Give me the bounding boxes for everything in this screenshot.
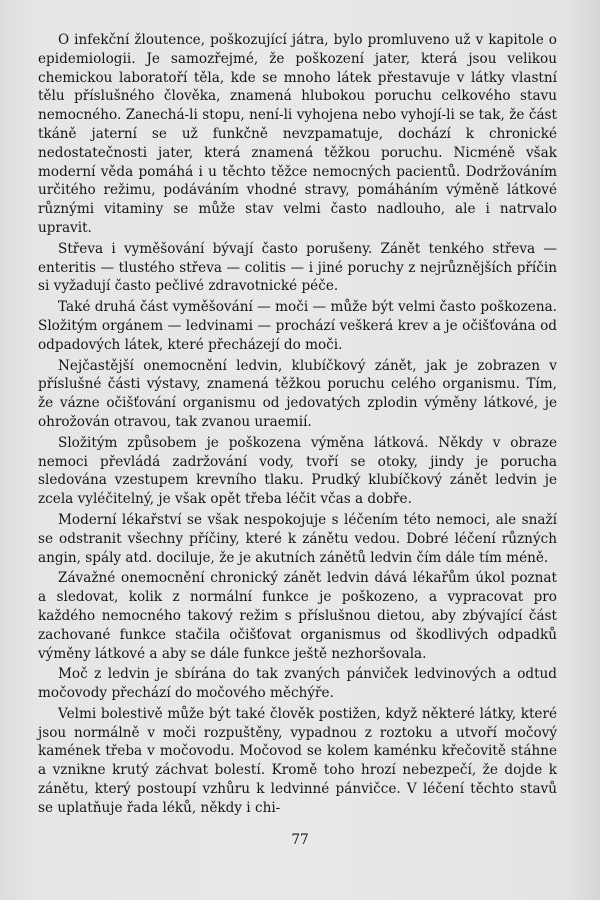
paragraph: Složitým způsobem je poškozena výměna látková. Někdy v obraze nemoci převládá zadržování vody, tvoří se otoky, jindy je porucha sledována vzestupem krevního tlaku. Prudký klubíčkový zánět ledvin je zcela vyléčitelný, je však opět třeba léčit včas a dobře. bbox=[38, 434, 557, 508]
paragraph: Moč z ledvin je sbírána do tak zvaných pánviček ledvinových a odtud močovody přechází do močového měchýře. bbox=[38, 666, 557, 702]
paragraph: Nejčastější onemocnění ledvin, klubíčkový zánět, jak je zobrazen v příslušné části výstavy, znamená těžkou poruchu celého organismu. Tím, že vázne očišťování organismu od jedovatých zplodin výměny látkové, je ohrožován otravou, tak zvanou uraemií. bbox=[38, 357, 557, 430]
body-text bbox=[38, 31, 557, 818]
paragraph: O infekční žloutence, poškozující játra, bylo promluveno už v kapitole o epidemiologii. Je samozřejmé, že poškození jater, která jsou velikou chemickou laboratoří těla, kde se mnoho látek přestavuje v látky vlastní tělu příslušného člověka, znamená hlubokou poruchu celkového stavu nemocného. Zanechá-li stopu, není-li vyhojena nebo vyhojí-li se tak, že část tkáně jaterní se už funkčně nevzpamatuje, dochází k chronické nedostatečnosti jater, která znamená těžkou poruchu. Nicméně však moderní věda pomáhá i u těchto těžce nemocných pacientů. Dodržováním určitého režimu, podáváním vhodné stravy, pomáháním výměně látkové různými vitaminy se může stav velmi často nadlouho, ale i natrvalo upravit. bbox=[38, 32, 557, 236]
paragraph: Závažné onemocnění chronický zánět ledvin dává lékařům úkol poznat a sledovat, kolik z normální funkce je poškozeno, a vypracovat pro každého nemocného takový režim s příslušnou dietou, aby zbývající část zachované funkce stačila očišťovat organismus od škodlivých odpadků výměny látkové a aby se dále funkce ještě nezhoršovala. bbox=[38, 570, 557, 662]
page-number: 77 bbox=[291, 832, 309, 848]
paragraph: Velmi bolestivě může být také člověk postižen, když některé látky, které jsou normálně v moči rozpuštěny, vypadnou z roztoku a utvoří močový kamének třeba v močovodu. Močovod se kolem kaménku křečovitě stáhne a vznikne krutý záchvat bolestí. Kromě toho hrozí nebezpečí, že dojde k zánětu, který postoupí vzhůru k ledvinné pánvičce. V léčení těchto stavů se uplatňuje řada léků, někdy i chi- bbox=[38, 705, 557, 816]
paragraph: Střeva i vyměšování bývají často porušeny. Zánět tenkého střeva — enteritis — tlustého střeva — colitis — i jiné poruchy z nejrůznějších příčin si vyžadují často pečlivé zdravotnické péče. bbox=[38, 240, 557, 295]
paragraph: Také druhá část vyměšování — moči — může být velmi často poškozena. Složitým orgánem — ledvinami — prochází veškerá krev a je očišťována od odpadových látek, které přecházejí do moči. bbox=[38, 299, 557, 353]
paragraph: Moderní lékařství se však nespokojuje s léčením této nemoci, ale snaží se odstranit všechny příčiny, které k zánětu vedou. Dobré léčení různých angin, spály atd. dociluje, že je akutních zánětů ledvin čím dále tím méně. bbox=[38, 511, 557, 566]
